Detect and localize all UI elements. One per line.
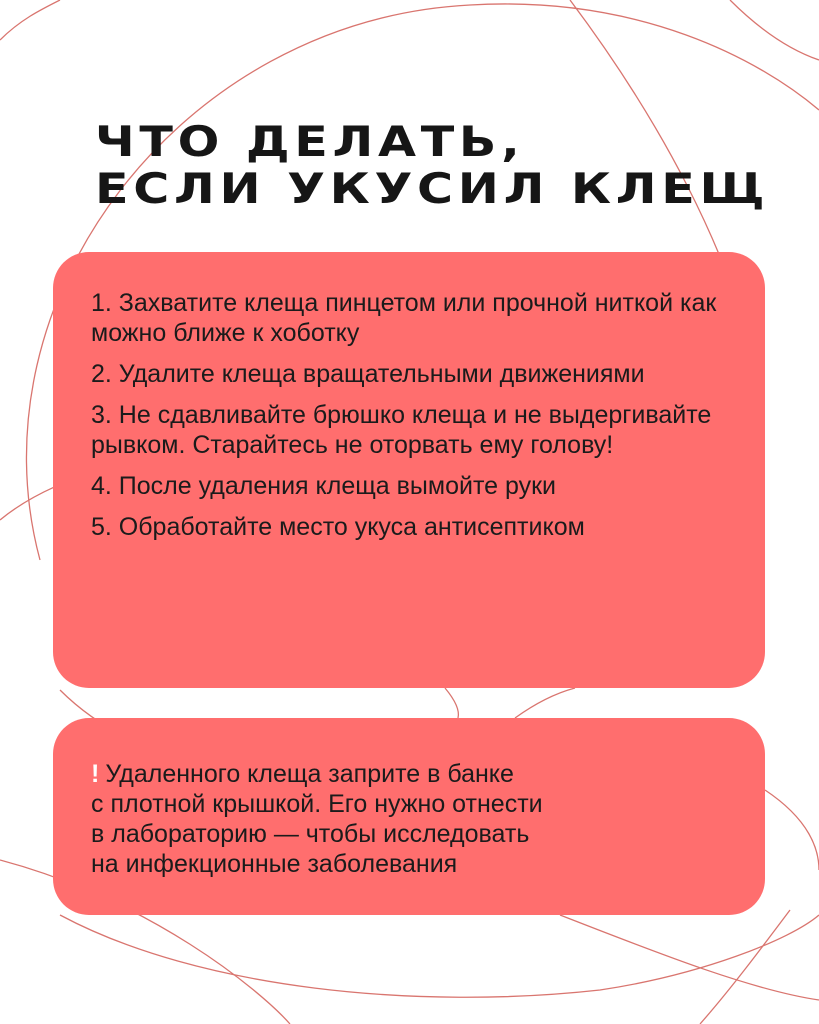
bg-arc-7 — [445, 688, 458, 718]
step-item: 2. Удалите клеща вращательными движениями — [91, 360, 645, 388]
note-card — [53, 718, 765, 915]
note-line-2: с плотной крышкой. Его нужно отнести — [91, 790, 543, 818]
bg-arc-10 — [60, 915, 819, 997]
bg-arc-13 — [700, 910, 790, 1024]
note-line-1-text: Удаленного клеща заприте в банке — [105, 760, 514, 788]
step-item: 1. Захватите клеща пинцетом или прочной ниткой как можно ближе к хоботку — [91, 289, 717, 347]
bg-arc-12 — [560, 915, 819, 1000]
step-item: 5. Обработайте место укуса антисептиком — [91, 513, 585, 541]
bg-arc-11 — [765, 790, 819, 870]
note-line-3: в лабораторию — чтобы исследовать — [91, 820, 530, 848]
bg-arc-4 — [0, 0, 60, 40]
note-text — [91, 759, 725, 879]
title-line-2: ЕСЛИ УКУСИЛ КЛЕЩ — [95, 164, 770, 213]
note-line-4: на инфекционные заболевания — [91, 850, 458, 878]
steps-card — [53, 252, 765, 688]
step-item: 3. Не сдавливайте брюшко клеща и не выдергивайте рывком. Старайтесь не оторвать ему голову! — [91, 401, 712, 459]
title-line-1: ЧТО ДЕЛАТЬ, — [95, 117, 525, 166]
bg-arc-8 — [515, 688, 575, 718]
exclamation-icon: ! — [91, 760, 100, 788]
note-line-1 — [91, 759, 725, 789]
page-title — [95, 118, 769, 212]
bg-arc-3 — [730, 0, 819, 60]
step-item: 4. После удаления клеща вымойте руки — [91, 472, 556, 500]
